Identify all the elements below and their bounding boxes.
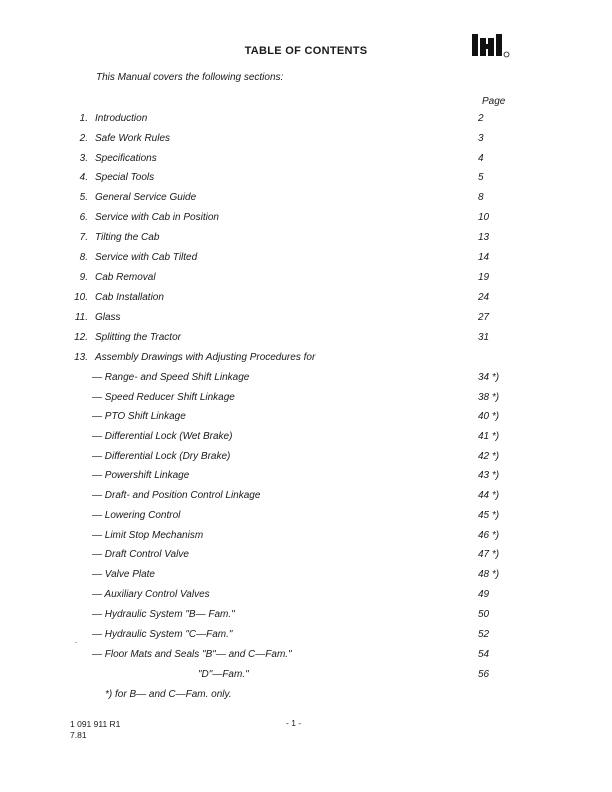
toc-entry-number: 11. [74,312,88,323]
toc-entry [0,212,612,226]
toc-entry-label: Splitting the Tractor [95,332,181,343]
toc-entry-label: Assembly Drawings with Adjusting Procedures for [95,352,316,363]
toc-entry-page: 3 [478,133,484,144]
toc-subentry-label: — Draft- and Position Control Linkage [92,490,261,501]
toc-entry-number: 2. [79,133,88,144]
toc-subentry-page: 56 [478,669,490,680]
toc-subentry [0,470,612,484]
toc-subentry [0,649,612,663]
toc-entry-label: Cab Removal [95,272,156,283]
footnote: *) for B— and C—Fam. only. [105,689,232,700]
toc-subentry-page: 40 *) [478,411,500,422]
toc-entry-label: Service with Cab in Position [95,212,219,223]
toc-entry-page: 19 [478,272,490,283]
toc-entry [0,352,612,366]
toc-entry-label: Tilting the Cab [95,232,160,243]
toc-subentry [0,490,612,504]
toc-subentry-page: 47 *) [478,549,500,560]
toc-subentry-label: — Range- and Speed Shift Linkage [92,372,250,383]
toc-entry-number: 1. [79,113,88,124]
toc-entry [0,252,612,266]
toc-entry-number: 8. [79,252,88,263]
toc-subentry-page: 45 *) [478,510,500,521]
toc-subentry [0,629,612,643]
margin-mark: . [75,636,78,645]
toc-subentry-page: 38 *) [478,392,500,403]
toc-subentry-label: — Valve Plate [92,569,155,580]
toc-subentry-label: — Hydraulic System "B— Fam." [92,609,235,620]
toc-subentry-label: — Differential Lock (Wet Brake) [92,431,233,442]
toc-entry-label: Glass [95,312,121,323]
toc-entry [0,232,612,246]
toc-entry-number: 13. [74,352,88,363]
toc-subentry-label: — Limit Stop Mechanism [92,530,204,541]
toc-subentry [0,411,612,425]
toc-entry-number: 7. [79,232,88,243]
toc-entry-page: 5 [478,172,484,183]
toc-subentry-label: — Differential Lock (Dry Brake) [92,451,231,462]
toc-subentry-page: 41 *) [478,431,500,442]
page-column-header: Page [482,96,506,107]
toc-entry [0,113,612,127]
toc-entry-number: 4. [79,172,88,183]
toc-subentry-label: — PTO Shift Linkage [92,411,186,422]
toc-entry-number: 3. [79,153,88,164]
toc-subentry-label: — Lowering Control [92,510,181,521]
toc-entry-page: 24 [478,292,490,303]
toc-subentry-label: — Draft Control Valve [92,549,189,560]
toc-entry [0,172,612,186]
toc-subentry [0,569,612,583]
toc-entry [0,332,612,346]
toc-subentry-page: 52 [478,629,490,640]
toc-subentry-page: 34 *) [478,372,500,383]
toc-entry-number: 5. [79,192,88,203]
toc-entry-label: Safe Work Rules [95,133,171,144]
toc-subentry-page: 54 [478,649,490,660]
toc-subentry [0,431,612,445]
toc-subentry-page: 46 *) [478,530,500,541]
intro-text: This Manual covers the following sections: [96,72,284,83]
toc-entry-page: 27 [478,312,490,323]
toc-entry [0,272,612,286]
toc-entry-label: Introduction [95,113,148,124]
toc-subentry-page: 50 [478,609,490,620]
toc-entry [0,292,612,306]
toc-subentry [0,530,612,544]
toc-entry-page: 31 [478,332,490,343]
toc-subentry [0,392,612,406]
footer-date: 7.81 [70,730,87,740]
toc-subentry-page: 42 *) [478,451,500,462]
toc-entry [0,192,612,206]
footer-document-code: 1 091 911 R1 [70,719,121,729]
toc-subentry [0,609,612,623]
toc-entry-label: Cab Installation [95,292,164,303]
toc-entry [0,312,612,326]
toc-subentry [0,669,612,683]
toc-subentry-page: 43 *) [478,470,500,481]
toc-subentry [0,510,612,524]
toc-entry-page: 10 [478,212,490,223]
toc-subentry [0,451,612,465]
toc-subentry-page: 44 *) [478,490,500,501]
toc-entry-page: 8 [478,192,484,203]
toc-subentry [0,372,612,386]
toc-entry-number: 12. [74,332,88,343]
toc-entry [0,133,612,147]
toc-subentry-label: — Speed Reducer Shift Linkage [92,392,235,403]
toc-subentry-label: — Powershift Linkage [92,470,190,481]
toc-entry-page: 14 [478,252,490,263]
toc-entry-label: Special Tools [95,172,155,183]
toc-entry [0,153,612,167]
toc-entry-label: General Service Guide [95,192,197,203]
toc-subentry [0,589,612,603]
toc-entry-page: 2 [478,113,484,124]
toc-entry-number: 9. [79,272,88,283]
toc-entry-number: 10. [74,292,88,303]
toc-entry-label: Specifications [95,153,157,164]
toc-entry-page: 4 [478,153,484,164]
footer-page-number: - 1 - [286,718,302,728]
toc-entry-number: 6. [79,212,88,223]
toc-subentry-label: — Auxiliary Control Valves [92,589,210,600]
toc-subentry-label: — Hydraulic System "C—Fam." [92,629,233,640]
page-title: TABLE OF CONTENTS [244,45,368,57]
ih-logo-icon [470,34,510,60]
toc-subentry-label: — Floor Mats and Seals "B"— and C—Fam." [92,649,292,660]
toc-subentry [0,549,612,563]
toc-entry-label: Service with Cab Tilted [95,252,198,263]
toc-entry-page: 13 [478,232,490,243]
toc-subentry-page: 49 [478,589,490,600]
toc-subentry-label: "D"—Fam." [198,669,249,680]
toc-subentry-page: 48 *) [478,569,500,580]
